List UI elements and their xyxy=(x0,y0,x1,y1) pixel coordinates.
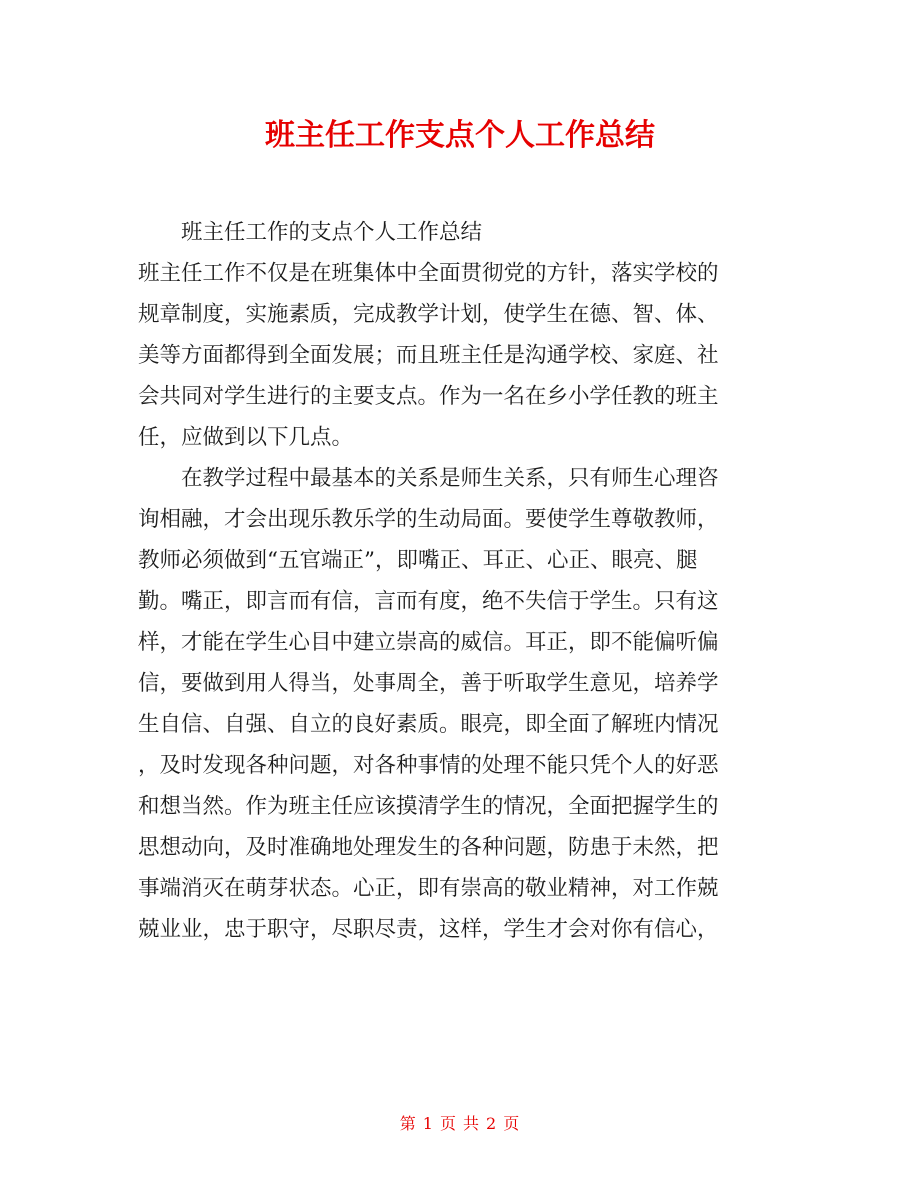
footer-end-label: 页 xyxy=(503,1114,521,1133)
document-title: 班主任工作支点个人工作总结 xyxy=(265,118,655,153)
paragraph-line: 会共同对学生进行的主要支点。作为一名在乡小学任教的班主 xyxy=(138,384,719,409)
document-body xyxy=(138,212,783,950)
paragraph-teacher-student xyxy=(138,458,783,950)
footer-total-pages: 2 xyxy=(486,1114,498,1133)
footer-current-page: 1 xyxy=(422,1114,434,1133)
paragraph-line: 规章制度，实施素质，完成教学计划，使学生在德、智、体、 xyxy=(138,302,719,327)
paragraph-line: 生自信、自强、自立的良好素质。眼亮，即全面了解班内情况 xyxy=(138,712,719,737)
paragraph-line: 勤。嘴正，即言而有信，言而有度，绝不失信于学生。只有这 xyxy=(138,589,719,614)
page-footer xyxy=(0,1112,920,1136)
paragraph-line: 信，要做到用人得当，处事周全，善于听取学生意见，培养学 xyxy=(138,671,719,696)
paragraph-line: 教师必须做到“五官端正”，即嘴正、耳正、心正、眼亮、腿 xyxy=(138,548,698,573)
paragraph-line: 和想当然。作为班主任应该摸清学生的情况，全面把握学生的 xyxy=(138,794,719,819)
paragraph-line: 班主任工作的支点个人工作总结 xyxy=(181,220,483,245)
paragraph-line: 兢业业，忠于职守，尽职尽责，这样，学生才会对你有信心， xyxy=(138,917,719,942)
paragraph-line: 询相融，才会出现乐教乐学的生动局面。要使学生尊敬教师， xyxy=(138,507,719,532)
paragraph-line: ，及时发现各种问题，对各种事情的处理不能只凭个人的好恶 xyxy=(138,753,719,778)
paragraph-line: 任，应做到以下几点。 xyxy=(138,425,354,450)
footer-of-label: 页 共 xyxy=(439,1114,481,1133)
paragraph-line: 班主任工作不仅是在班集体中全面贯彻党的方针，落实学校的 xyxy=(138,261,719,286)
footer-page-label: 第 xyxy=(399,1114,417,1133)
paragraph-line: 美等方面都得到全面发展；而且班主任是沟通学校、家庭、社 xyxy=(138,343,719,368)
paragraph-line: 事端消灭在萌芽状态。心正，即有崇高的敬业精神，对工作兢 xyxy=(138,876,719,901)
paragraph-line: 思想动向，及时准确地处理发生的各种问题，防患于未然，把 xyxy=(138,835,719,860)
paragraph-line: 在教学过程中最基本的关系是师生关系，只有师生心理咨 xyxy=(181,466,719,491)
paragraph-intro xyxy=(138,253,783,458)
paragraph-line: 样，才能在学生心目中建立崇高的威信。耳正，即不能偏听偏 xyxy=(138,630,719,655)
paragraph-subtitle xyxy=(138,212,783,253)
